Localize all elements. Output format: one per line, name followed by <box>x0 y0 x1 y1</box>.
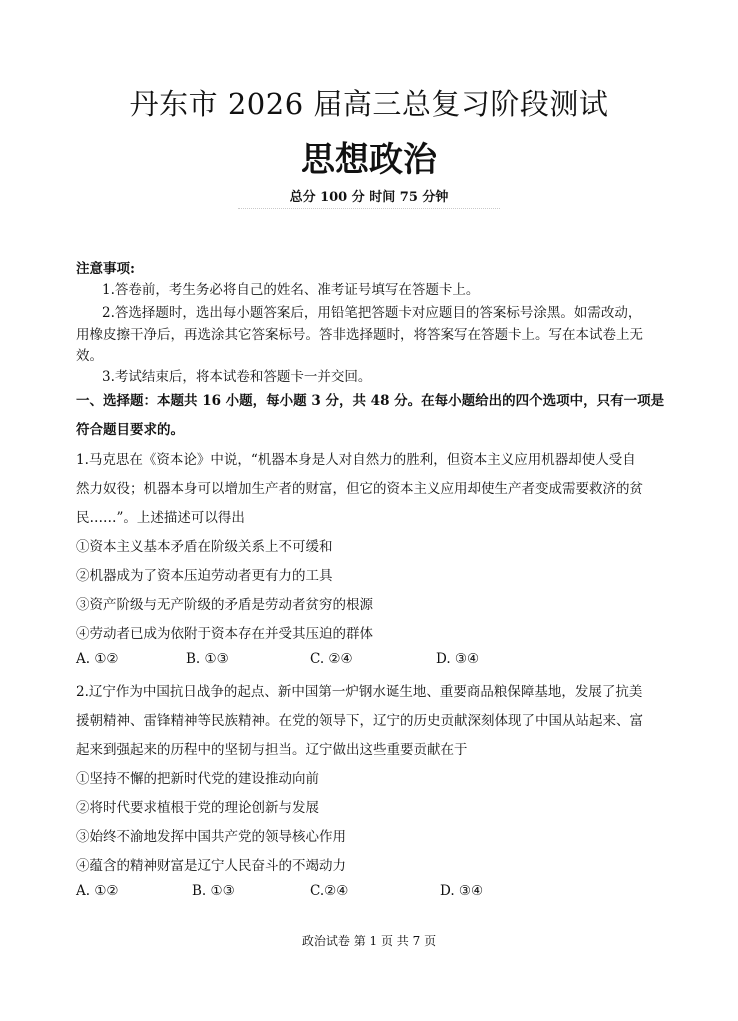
q2-stem-line-3: 起来到强起来的历程中的坚韧与担当。辽宁做出这些重要贡献在于 <box>76 742 468 758</box>
q1-option-a: A. ①② <box>76 651 119 667</box>
q1-statement-4: ④劳动者已成为依附于资本存在并受其压迫的群体 <box>76 626 373 642</box>
notice-item-1: 1.答卷前，考生务必将自己的姓名、准考证号填写在答题卡上。 <box>102 282 480 298</box>
section-1-heading-line-2: 符合题目要求的。 <box>76 422 184 438</box>
q2-statement-1: ①坚持不懈的把新时代党的建设推动向前 <box>76 771 319 787</box>
q2-stem-line-2: 援朝精神、雷锋精神等民族精神。在党的领导下，辽宁的历史贡献深刻体现了中国从站起来、富 <box>76 713 643 729</box>
notice-item-2-line-2: 用橡皮擦干净后，再选涂其它答案标号。答非选择题时，将答案写在答题卡上。写在本试卷上无 <box>76 327 643 343</box>
notice-heading: 注意事项: <box>76 261 135 277</box>
subject-title: 思想政治 <box>301 140 437 180</box>
q2-option-a: A. ①② <box>76 883 119 899</box>
page-footer: 政治试卷 第 1 页 共 7 页 <box>301 934 437 948</box>
q1-statement-1: ①资本主义基本矛盾在阶级关系上不可缓和 <box>76 539 333 555</box>
notice-item-3: 3.考试结束后，将本试卷和答题卡一并交回。 <box>102 369 372 385</box>
q2-statement-4: ④蕴含的精神财富是辽宁人民奋斗的不竭动力 <box>76 858 346 874</box>
q1-stem-line-1: 1.马克思在《资本论》中说，“机器本身是人对自然力的胜利，但资本主义应用机器却使人受自 <box>76 452 636 468</box>
section-1-heading-line-1: 一、选择题：本题共 16 小题，每小题 3 分，共 48 分。在每小题给出的四个选项中，只有一项是 <box>76 393 665 409</box>
score-time-info: 总分 100 分 时间 75 分钟 <box>289 190 449 205</box>
q1-option-b: B. ①③ <box>186 651 229 667</box>
q2-option-c: C.②④ <box>310 883 349 899</box>
notice-item-2-line-3: 效。 <box>76 348 103 364</box>
q1-option-c: C. ②④ <box>310 651 353 667</box>
q1-stem-line-3: 民……”。上述描述可以得出 <box>76 510 245 526</box>
q1-option-d: D. ③④ <box>436 651 480 667</box>
exam-title: 丹东市 2026 届高三总复习阶段测试 <box>129 87 609 121</box>
notice-item-2-line-1: 2.答选择题时，选出每小题答案后，用铅笔把答题卡对应题目的答案标号涂黑。如需改动， <box>102 305 642 321</box>
q2-statement-3: ③始终不渝地发挥中国共产党的领导核心作用 <box>76 829 346 845</box>
q1-statement-3: ③资产阶级与无产阶级的矛盾是劳动者贫穷的根源 <box>76 597 373 613</box>
q2-statement-2: ②将时代要求植根于党的理论创新与发展 <box>76 800 319 816</box>
q1-stem-line-2: 然力奴役；机器本身可以增加生产者的财富，但它的资本主义应用却使生产者变成需要救济的贫 <box>76 481 643 497</box>
q2-option-d: D. ③④ <box>440 883 484 899</box>
q1-statement-2: ②机器成为了资本压迫劳动者更有力的工具 <box>76 568 333 584</box>
q2-stem-line-1: 2.辽宁作为中国抗日战争的起点、新中国第一炉钢水诞生地、重要商品粮保障基地，发展了抗美 <box>76 684 643 700</box>
q2-option-b: B. ①③ <box>192 883 235 899</box>
faint-divider <box>238 208 500 211</box>
